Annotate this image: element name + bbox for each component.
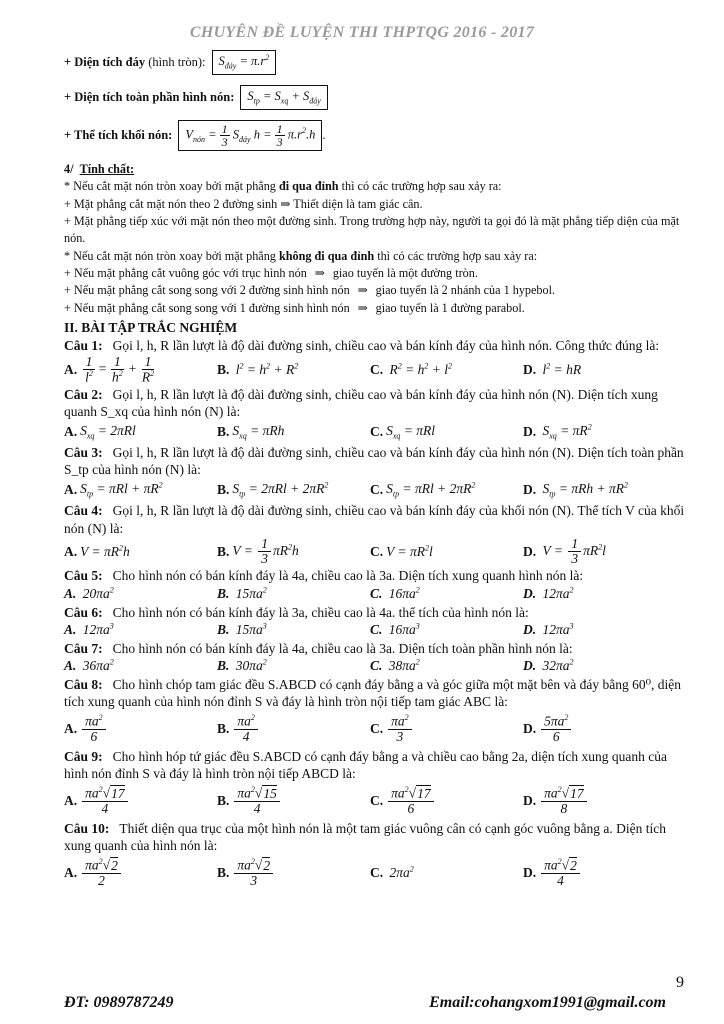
question-8: Câu 8: Cho hình chóp tam giác đều S.ABCD có cạnh đáy bằng a và góc giữa một mặt bên và đáy bằng 60⁰, diện tích xung quanh của hình nón đỉnh S và đáy là hình tròn nội tiếp tam giác ABC là: A. $\frac{\pi a^2}{6}$ B. $\frac{\pi a^2}{4}$ C. $\frac{\pi a^2}{3}$ D. $\frac{5\pi a^2}{6}$ bbox=[64, 676, 681, 744]
question-text: Cho hình chóp tam giác đều S.ABCD có cạnh đáy bằng a và góc giữa một mặt bên và đáy bằng 60⁰, diện tích xung quanh của hình nón đỉnh S và đáy là hình tròn nội tiếp tam giác ABC là: bbox=[64, 676, 681, 710]
option-c: C. $\frac{\pi a^2√17}{6}$ bbox=[370, 786, 523, 816]
option-c: C. $S_{tp} = \pi Rl + 2\pi R^2$ bbox=[370, 480, 476, 499]
volume-label: + Thể tích khối nón: bbox=[64, 128, 173, 143]
question-1: Câu 1: Gọi l, h, R lần lượt là độ dài đường sinh, chiều cao và bán kính đáy của hình nón. Công thức đúng là: A. $\frac{1}{l^2}$ = $\frac{1}{h^2}$ + $\frac{1}{R^2}$ B. $l^2 = h^2 + R^2$ C. $R^2 = h^2 + l^2$ D. $l^2$ = hR bbox=[64, 337, 694, 384]
base-area-label: + Diện tích đáy bbox=[64, 55, 146, 70]
option-c: C. $R^2 = h^2 + l^2$ bbox=[370, 361, 452, 378]
option-b: B. $\frac{\pi a^2}{4}$ bbox=[217, 714, 370, 744]
question-text: Cho hình nón có bán kính đáy là 4a, chiều cao là 3a. Diện tích toàn phần hình nón là: bbox=[112, 640, 573, 656]
property-3: + Mặt phẳng tiếp xúc với mặt nón theo một đường sinh. Trong trường hợp này, người ta gọi đó là mặt phẳng tiếp diện của mặt nón. bbox=[64, 213, 680, 246]
question-6: Câu 6: Cho hình nón có bán kính đáy là 3a, chiều cao là 4a. thể tích của hình nón là: A. $12\pi a^3$ B. $15\pi a^3$ C. $16\pi a^3$ D. $12\pi a^3$ bbox=[64, 604, 694, 639]
option-a: A. $S_{tp} = \pi Rl + \pi R^2$ bbox=[64, 480, 163, 499]
footer-email: Email:cohangxom1991@gmail.com bbox=[429, 994, 666, 1011]
option-c: C. $\frac{\pi a^2}{3}$ bbox=[370, 714, 523, 744]
property-7: + Nếu mặt phẳng cắt song song với 1 đường sinh hình nón ⇒ giao tuyến là 1 đường parabol. bbox=[64, 300, 694, 317]
question-text: Gọi l, h, R lần lượt là độ dài đường sinh, chiều cao và bán kính đáy của hình nón (N). Diện tích xung quanh S_xq của hình nón (N) là: bbox=[64, 386, 658, 420]
option-a: A. $\frac{1}{l^2}$ = $\frac{1}{h^2}$ + $\frac{1}{R^2}$ bbox=[64, 353, 155, 385]
option-a: A. $\frac{\pi a^2√2}{2}$ bbox=[64, 858, 217, 888]
option-b: B. $S_{tp} = 2\pi Rl + 2\pi R^2$ bbox=[217, 480, 329, 499]
total-area-formula: $S_{tp} = S_{xq} + S_{đáy}$ bbox=[240, 85, 327, 110]
implies-arrow-icon: ⇒ bbox=[314, 265, 325, 280]
page-header: CHUYÊN ĐỀ LUYỆN THI THPTQG 2016 - 2017 bbox=[189, 24, 535, 41]
property-1: * Nếu cắt mặt nón tròn xoay bởi mặt phẳng đi qua đỉnh thì có các trường hợp sau xảy ra: bbox=[64, 179, 502, 194]
option-d: D. V = $\frac{1}{3}$ $\pi R^2l$ bbox=[523, 536, 606, 567]
question-text: Thiết diện qua trục của một hình nón là một tam giác vuông cân có cạnh góc vuông bằng a. Diện tích xung quanh của hình nón là: bbox=[64, 820, 666, 854]
option-d: D. $12\pi a^2$ bbox=[523, 585, 574, 601]
total-area-label: + Diện tích toàn phần hình nón: bbox=[64, 90, 235, 105]
option-c: C. $16\pi a^3$ bbox=[370, 621, 420, 638]
option-b: B. $\frac{\pi a^2√2}{3}$ bbox=[217, 858, 370, 888]
property-5: + Nếu mặt phẳng cắt vuông góc với trục hình nón ⇒ giao tuyến là một đường tròn. bbox=[64, 265, 694, 282]
option-b: B. $l^2 = h^2 + R^2$ bbox=[217, 361, 299, 378]
question-text: Cho hình nón có bán kính đáy là 3a, chiều cao là 4a. thể tích của hình nón là: bbox=[112, 604, 529, 620]
question-text: Gọi l, h, R lần lượt là độ dài đường sinh, chiều cao và bán kính đáy của hình nón. Công thức đúng là: bbox=[112, 338, 660, 354]
option-b: B. $\frac{\pi a^2√15}{4}$ bbox=[217, 786, 370, 816]
question-text: Gọi l, h, R lần lượt là độ dài đường sinh, chiều cao và bán kính đáy của khối nón (N). Thể tích V của khối nón (N) là: bbox=[64, 503, 685, 536]
volume-line: + Thể tích khối nón: $V_{nón}$ = $\frac{1}{3}$ $S_{đáy}$ h = $\frac{1}{3}$ $\pi.r^2.h$ . bbox=[64, 121, 326, 149]
question-text: Cho hình hóp tứ giác đều S.ABCD có cạnh đáy bằng a và chiều cao bằng 2a, diện tích xung quanh của hình nón đỉnh S và đáy là hình tròn nội tiếp ABCD là: bbox=[64, 748, 667, 782]
option-d: D. $\frac{\pi a^2√2}{4}$ bbox=[523, 858, 676, 888]
question-7: Câu 7: Cho hình nón có bán kính đáy là 4a, chiều cao là 3a. Diện tích toàn phần hình nón là: A. $36\pi a^2$ B. $30\pi a^2$ C. $38\pi a^2$ D. $32\pi a^2$ bbox=[64, 640, 694, 675]
option-d: D. $\frac{5\pi a^2}{6}$ bbox=[523, 714, 676, 744]
question-9: Câu 9: Cho hình hóp tứ giác đều S.ABCD có cạnh đáy bằng a và chiều cao bằng 2a, diện tích xung quanh của hình nón đỉnh S và đáy là hình tròn nội tiếp ABCD là: A. $\frac{\pi a^2√17}{4}$ B. $\frac{\pi a^2√15}{4}$ C. $\frac{\pi a^2√17}{6}$ D. $\frac{\pi a^2√17}{8}$ bbox=[64, 748, 694, 819]
option-b: B. V = $\frac{1}{3}$ $\pi R^2h$ bbox=[217, 536, 299, 567]
exercises-title: II. BÀI TẬP TRẮC NGHIỆM bbox=[64, 319, 238, 335]
option-a: A. $12\pi a^3$ bbox=[64, 621, 114, 638]
base-area-formula: $S_{đáy} = \pi.r^2$ bbox=[212, 50, 277, 75]
option-b: B. $S_{xq} = \pi Rh$ bbox=[217, 422, 285, 441]
properties-section bbox=[64, 161, 694, 317]
question-4: Câu 4: Gọi l, h, R lần lượt là độ dài đường sinh, chiều cao và bán kính đáy của khối nón (N). Thể tích V của khối nón (N) là: A. $V = \pi R^2h$ B. V = $\frac{1}{3}$ $\pi R^2h$ C. $V = \pi R^2l$ D. V = $\frac{1}{3}$ $\pi R^2l$ bbox=[64, 503, 685, 567]
question-text: Gọi l, h, R lần lượt là độ dài đường sinh, chiều cao và bán kính đáy của hình nón (N). Diện tích toàn phần S_tp của hình nón (N) là: bbox=[64, 444, 684, 478]
volume-formula: $V_{nón}$ = $\frac{1}{3}$ $S_{đáy}$ h = $\frac{1}{3}$ $\pi.r^2.h$ bbox=[178, 120, 322, 151]
option-b: B. $15\pi a^2$ bbox=[217, 585, 267, 601]
section-title: Tính chất: bbox=[79, 161, 135, 176]
option-d: D. $l^2$ = hR bbox=[523, 361, 582, 378]
option-c: C. $V = \pi R^2l$ bbox=[370, 543, 433, 559]
question-3: Câu 3: Gọi l, h, R lần lượt là độ dài đường sinh, chiều cao và bán kính đáy của hình nón (N). Diện tích toàn phần S_tp của hình nón (N) là: A. $S_{tp} = \pi Rl + \pi R^2$ B. $S_{tp} = 2\pi Rl + 2\pi R^2$ C. $S_{tp} = \pi Rl + 2\pi R^2$ D. $S_{tp} = \pi Rh + \pi R^2$ bbox=[64, 444, 684, 499]
section-number: 4/ bbox=[64, 161, 74, 176]
option-a: A. $S_{xq} = 2\pi Rl$ bbox=[64, 422, 136, 441]
option-a: A. $\frac{\pi a^2}{6}$ bbox=[64, 714, 217, 744]
implies-arrow-icon: ⇒ bbox=[357, 283, 368, 298]
option-d: D. $S_{xq} = \pi R^2$ bbox=[523, 422, 592, 441]
footer-phone: ĐT: 0989787249 bbox=[64, 994, 174, 1011]
property-6: + Nếu mặt phẳng cắt song song với 2 đường sinh hình nón ⇒ giao tuyến là 2 nhánh của 1 hypebol. bbox=[64, 282, 694, 299]
option-a: A. $36\pi a^2$ bbox=[64, 657, 114, 674]
property-2: + Mặt phẳng cắt mặt nón theo 2 đường sinh ⇒ Thiết diện là tam giác cân. bbox=[64, 196, 423, 211]
total-area-line bbox=[64, 85, 694, 110]
page-number: 9 bbox=[676, 974, 684, 991]
option-a: A. $\frac{\pi a^2√17}{4}$ bbox=[64, 786, 217, 816]
question-10: Câu 10: Thiết diện qua trục của một hình nón là một tam giác vuông cân có cạnh góc vuông bằng a. Diện tích xung quanh của hình nón là: A. $\frac{\pi a^2√2}{2}$ B. $\frac{\pi a^2√2}{3}$ C. $2\pi a^2$ D. $\frac{\pi a^2√2}{4}$ bbox=[64, 820, 694, 891]
option-d: D. $32\pi a^2$ bbox=[523, 657, 574, 674]
base-area-line bbox=[64, 50, 694, 75]
implies-arrow-icon: ⇒ bbox=[357, 300, 368, 315]
page-content bbox=[64, 50, 694, 891]
option-d: D. $12\pi a^3$ bbox=[523, 621, 574, 638]
option-c: C. $38\pi a^2$ bbox=[370, 657, 420, 674]
option-c: C. $16\pi a^2$ bbox=[370, 585, 420, 601]
question-text: Cho hình nón có bán kính đáy là 4a, chiều cao là 3a. Diện tích xung quanh hình nón là: bbox=[112, 568, 584, 584]
question-2: Câu 2: Gọi l, h, R lần lượt là độ dài đường sinh, chiều cao và bán kính đáy của hình nón (N). Diện tích xung quanh S_xq của hình nón (N) là: A. $S_{xq} = 2\pi Rl$ B. $S_{xq} = \pi Rh$ C. $S_{xq} = \pi Rl$ D. $S_{xq} = \pi R^2$ bbox=[64, 386, 694, 443]
option-c: C. $2\pi a^2$ bbox=[370, 864, 414, 881]
page-footer bbox=[64, 994, 666, 1012]
option-a: A. $V = \pi R^2h$ bbox=[64, 543, 130, 559]
option-d: D. $\frac{\pi a^2√17}{8}$ bbox=[523, 786, 676, 816]
base-area-paren: (hình tròn): bbox=[148, 55, 206, 70]
option-b: B. $15\pi a^3$ bbox=[217, 621, 267, 638]
question-5: Câu 5: Cho hình nón có bán kính đáy là 4a, chiều cao là 3a. Diện tích xung quanh hình nón là: A. $20\pi a^2$ B. $15\pi a^2$ C. $16\pi a^2$ D. $12\pi a^2$ bbox=[64, 567, 694, 602]
option-c: C. $S_{xq} = \pi Rl$ bbox=[370, 422, 436, 441]
option-d: D. $S_{tp} = \pi Rh + \pi R^2$ bbox=[523, 480, 628, 499]
property-4: * Nếu cắt mặt nón tròn xoay bởi mặt phẳng không đi qua đỉnh thì có các trường hợp sau xảy ra: bbox=[64, 248, 538, 263]
option-b: B. $30\pi a^2$ bbox=[217, 657, 267, 674]
option-a: A. $20\pi a^2$ bbox=[64, 585, 114, 601]
